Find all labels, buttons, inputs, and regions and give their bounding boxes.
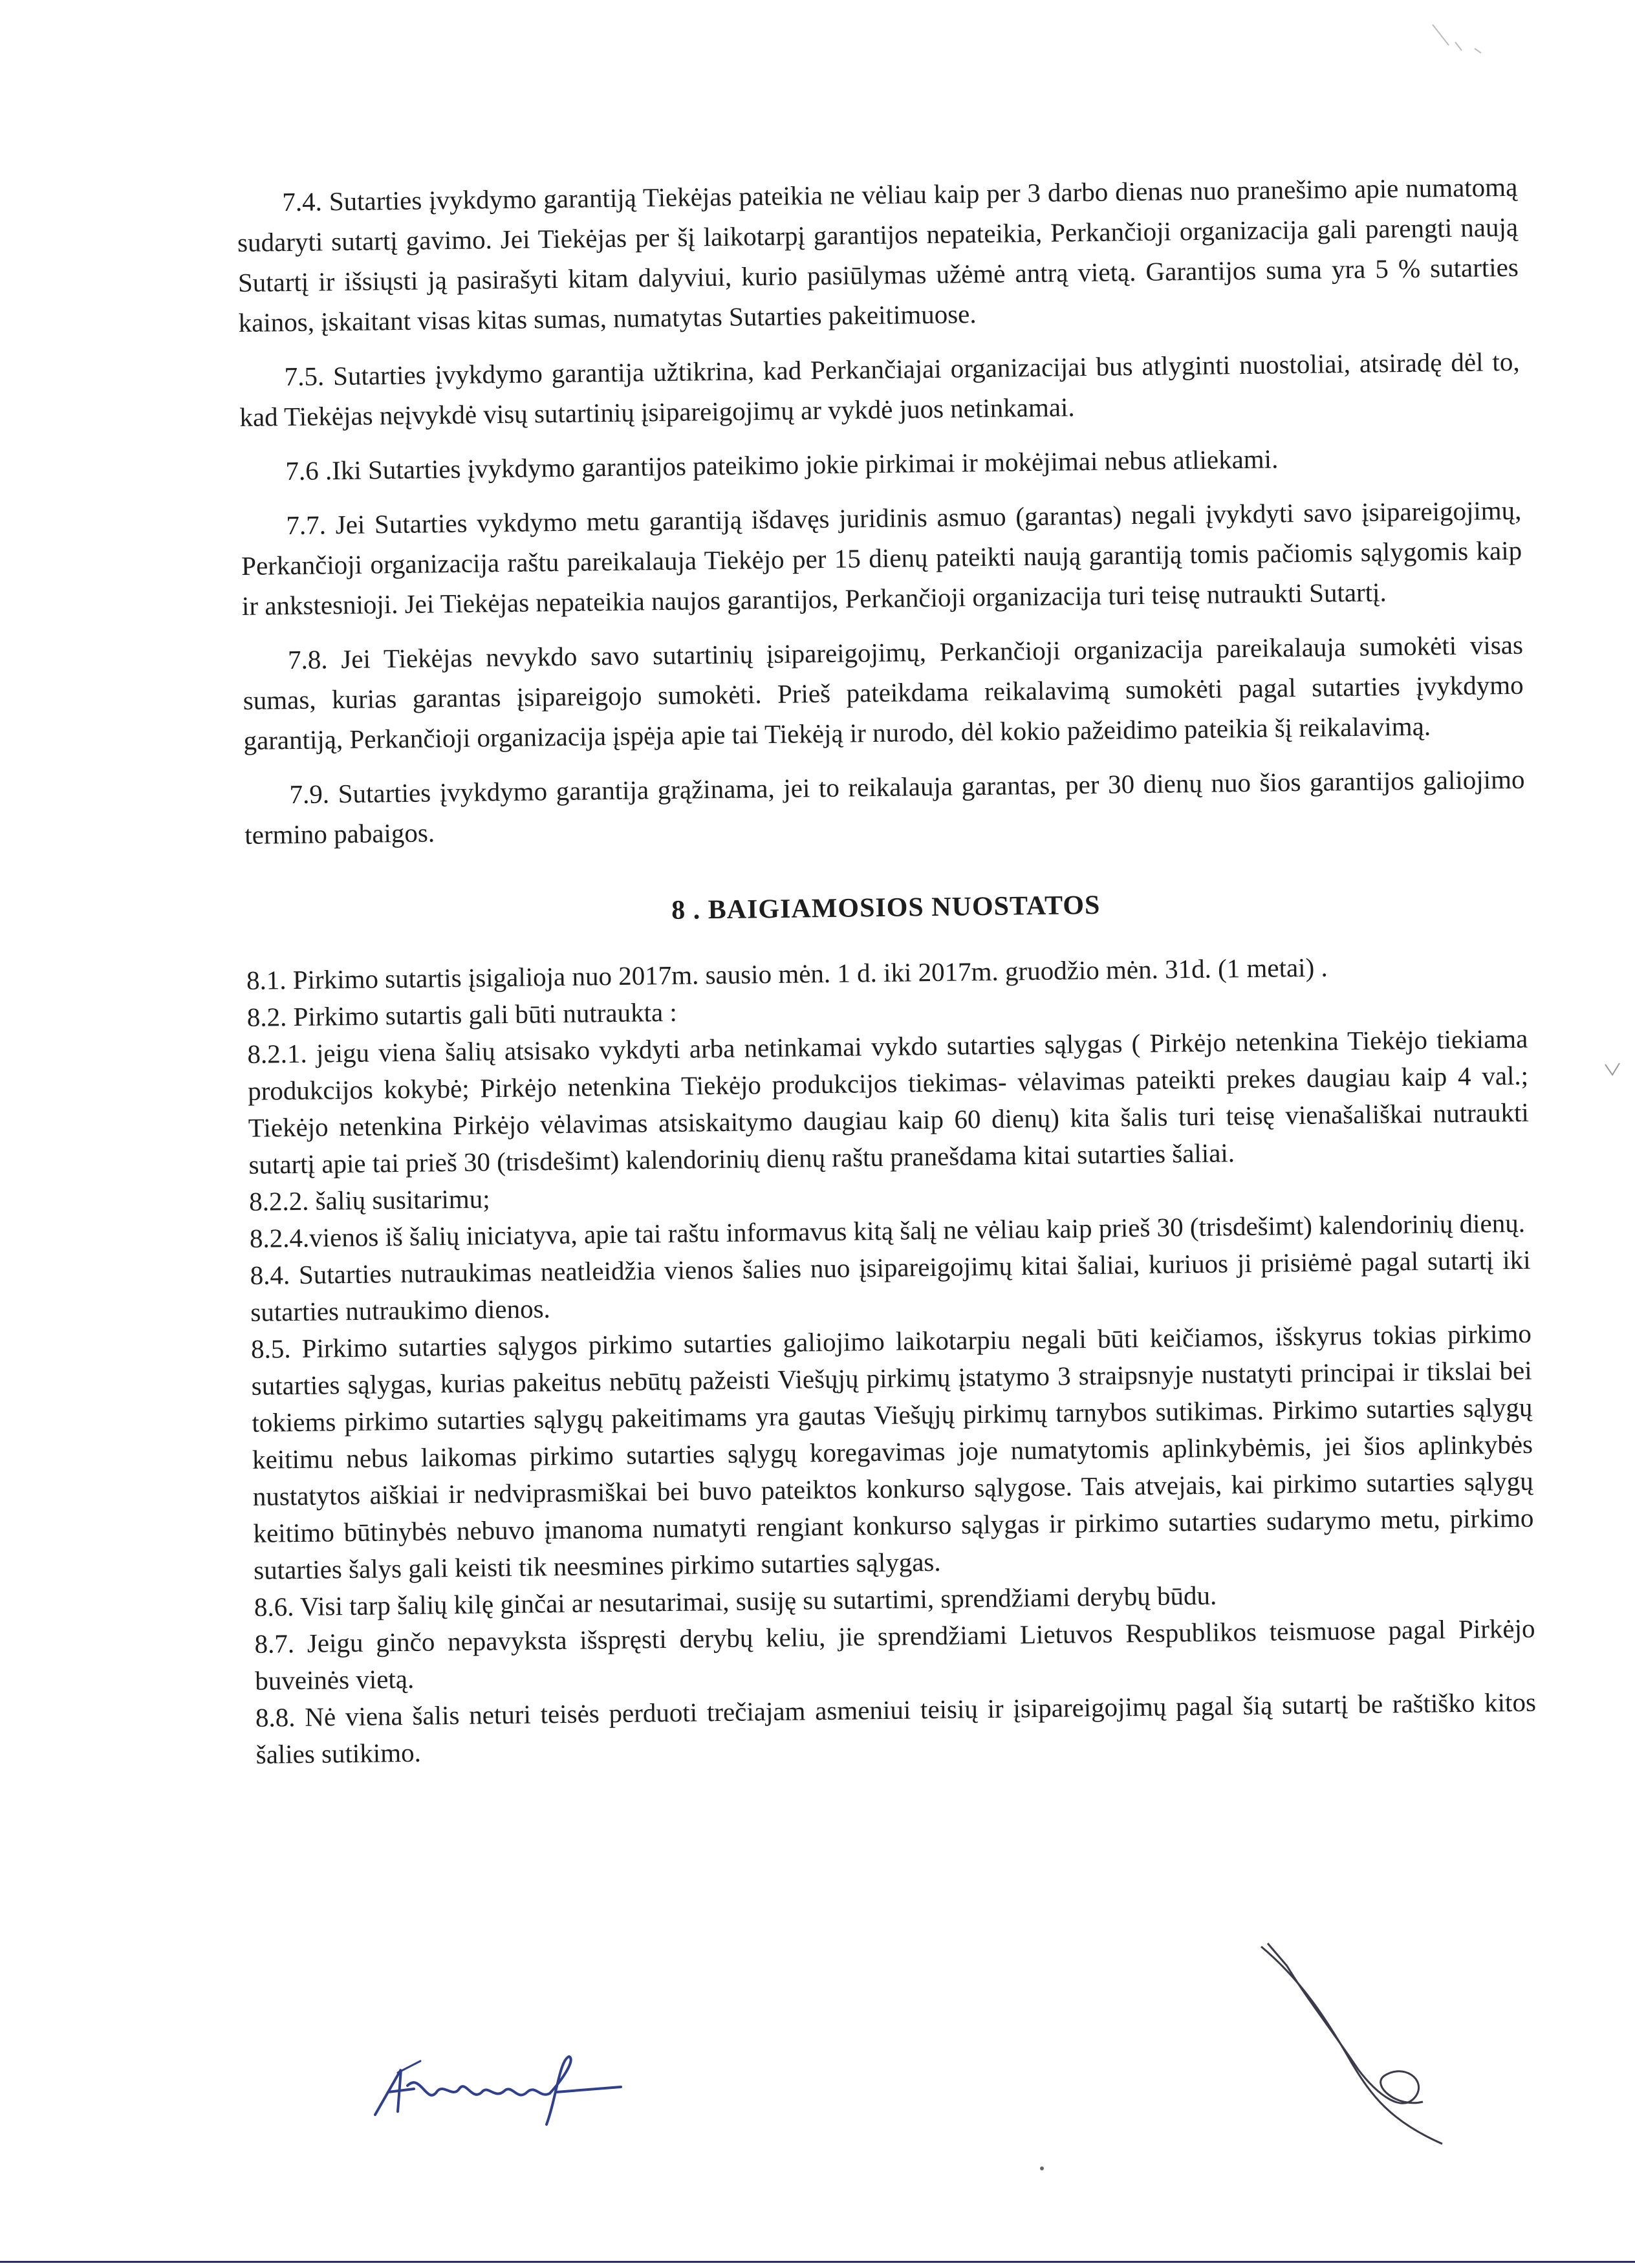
clause-8-2-1: 8.2.1. jeigu viena šalių atsisako vykdyti arba netinkamai vykdo sutarties sąlygas ( Pirkėjo netenkina Tiekėjo tiekiama produkcijos kokybė; Pirkėjo netenkina Tiekėjo produkcijos tiekimas- vėlavimas pateikti prekes daugiau kaip 4 val.; Tiekėjo netenkina Pirkėjo vėlavimas atsiskaitymo daugiau kaip 60 dienų) kita šalis turi teisę vienašališkai nutraukti sutartį apie tai prieš 30 (trisdešimt) kalendorinių dienų raštu pranešdama kitai sutarties šaliai.: [247, 1023, 1529, 1180]
scan-dot: [1040, 2166, 1044, 2170]
clause-8-5: 8.5. Pirkimo sutarties sąlygos pirkimo sutarties galiojimo laikotarpiu negali būti keičiamos, išskyrus tokias pirkimo sutarties sąlygas, kurias pakeitus nebūtų pažeisti Viešųjų pirkimų įstatymo 3 straipsnyje nustatyti principai ir tikslai bei tokiems pirkimo sutarties sąlygų pakeitimams yra gautas Viešųjų pirkimų tarnybos sutikimas. Pirkimo sutarties sąlygų keitimu nebus laikomas pirkimo sutarties sąlygų koregavimas joje numatytomis aplinkybėmis, jei šios aplinkybės nustatytos aiškiai ir nedviprasmiškai bei buvo pateiktos konkurso sąlygose. Tais atvejais, kai pirkimo sutarties sąlygų keitimo būtinybės nebuvo įmanoma numatyti rengiant konkurso sąlygas ir pirkimo sutarties sudarymo metu, pirkimo sutarties šalys gali keisti tik neesmines pirkimo sutarties sąlygas.: [250, 1318, 1534, 1585]
clause-7-5: 7.5. Sutarties įvykdymo garantija užtikrina, kad Perkančiajai organizacijai bus atlyginti nuostoliai, atsiradę dėl to, kad Tiekėjas neįvykdė visų sutartinių įsipareigojimų ar vykdė juos netinkamai.: [239, 346, 1520, 432]
clause-8-6: 8.6. Visi tarp šalių kilę ginčai ar nesutarimai, susiję su sutartimi, sprendžiami derybų būdu.: [254, 1580, 1217, 1622]
bottom-scan-border: [0, 2261, 1635, 2263]
section-8-body: [246, 947, 1537, 1773]
margin-tick-mark: [1603, 1061, 1622, 1080]
clause-8-2: 8.2. Pirkimo sutartis gali būti nutraukta :: [246, 997, 678, 1032]
clause-8-2-4: 8.2.4.vienos iš šalių iniciatyva, apie tai raštu informavus kitą šalį ne vėliau kaip prieš 30 (trisdešimt) kalendorinių dienų.: [249, 1207, 1526, 1253]
clause-7-9: 7.9. Sutarties įvykdymo garantija grąžinama, jei to reikalauja garantas, per 30 dienų nuo šios garantijos galiojimo termino pabaigos.: [244, 764, 1525, 850]
clause-7-7: 7.7. Jei Sutarties vykdymo metu garantiją išdavęs juridinis asmuo (garantas) negali įvykdyti savo įsipareigojimų, Perkančioji organizacija raštu pareikalauja Tiekėjo per 15 dienų pateikti naują garantiją tomis pačiomis sąlygomis kaip ir ankstesnioji. Jei Tiekėjas nepateikia naujos garantijos, Perkančioji organizacija turi teisę nutraukti Sutartį.: [241, 495, 1522, 621]
clause-7-8: 7.8. Jei Tiekėjas nevykdo savo sutartinių įsipareigojimų, Perkančioji organizacija pareikalauja sumokėti visas sumas, kurias garantas įsipareigojo sumokėti. Prieš pateikdama reikalavimą sumokėti pagal sutarties įvykdymo garantiją, Perkančioji organizacija įspėja apie tai Tiekėją ir nurodo, dėl kokio pažeidimo pateikia šį reikalavimą.: [243, 629, 1524, 755]
clause-8-4: 8.4. Sutarties nutraukimas neatleidžia vienos šalies nuo įsipareigojimų kitai šaliai, kuriuos ji prisiėmė pagal sutartį iki sutarties nutraukimo dienos.: [250, 1244, 1531, 1327]
signature-left: [362, 2053, 634, 2131]
document-body: [237, 167, 1537, 1773]
section-8-heading: 8 . BAIGIAMOSIOS NUOSTATOS: [671, 890, 1101, 925]
clause-8-1: 8.1. Pirkimo sutartis įsigalioja nuo 2017m. sausio mėn. 1 d. iki 2017m. gruodžio mėn. 31d. (1 metai) .: [246, 952, 1328, 995]
clause-7-6: 7.6 .Iki Sutarties įvykdymo garantijos pateikimo jokie pirkimai ir mokėjimai nebus atliekami.: [285, 444, 1279, 486]
clause-8-8: 8.8. Nė viena šalis neturi teisės perduoti trečiajam asmeniui teisių ir įsipareigojimų pagal šią sutartį be raštiško kitos šalies sutikimo.: [255, 1687, 1537, 1769]
clause-7-4: 7.4. Sutarties įvykdymo garantiją Tiekėjas pateikia ne vėliau kaip per 3 darbo dienas nuo pranešimo apie numatomą sudaryti sutartį gavimo. Jei Tiekėjas per šį laikotarpį garantijos nepateikia, Perkančioji organizacija gali parengti naują Sutartį ir išsiųsti ją pasirašyti kitam dalyviui, kurio pasiūlymas užėmė antrą vietą. Garantijos suma yra 5 % sutarties kainos, įskaitant visas kitas sumas, numatytas Sutarties pakeitimuose.: [237, 171, 1519, 338]
corner-scan-mark: [1429, 19, 1488, 58]
clause-8-7: 8.7. Jeigu ginčo nepavyksta išspręsti derybų keliu, jie sprendžiami Lietuvos Respublikos teismuose pagal Pirkėjo buveinės vietą.: [254, 1613, 1535, 1696]
clause-8-2-2: 8.2.2. šalių susitarimu;: [248, 1183, 490, 1216]
signature-right-mark: [1248, 1940, 1494, 2147]
